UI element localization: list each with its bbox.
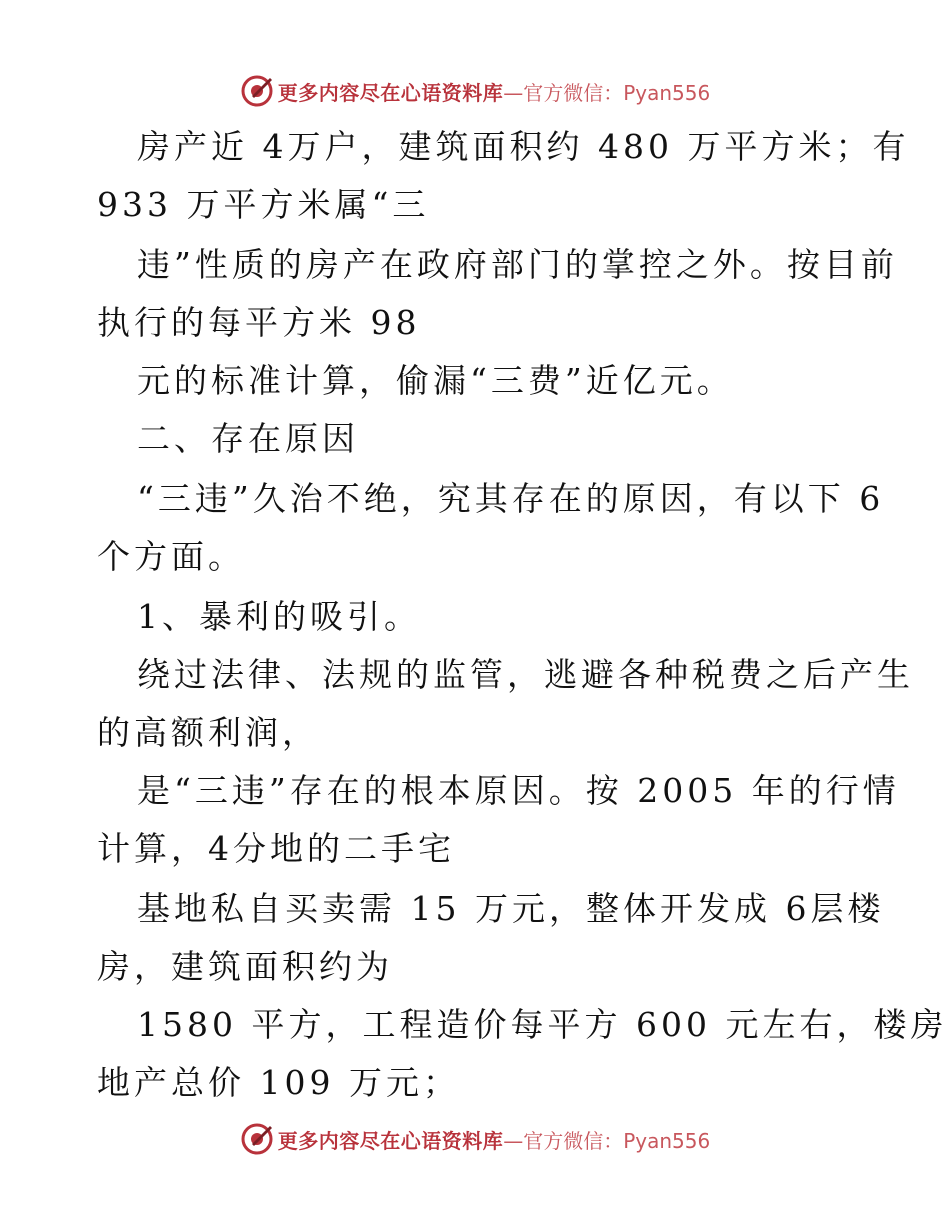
text-line: 的高额利润， <box>97 713 319 752</box>
text-line: 违”性质的房产在政府部门的掌控之外。按目前 <box>137 245 898 284</box>
section-heading: 二、存在原因 <box>137 419 359 458</box>
text-line: 执行的每平方米 98 <box>97 303 421 342</box>
header-banner <box>0 74 950 108</box>
text-line: 房产近 4万户，建筑面积约 480 万平方米；有 <box>137 127 910 166</box>
pen-logo-icon <box>240 1122 274 1156</box>
text-line: 个方面。 <box>97 537 245 576</box>
banner-suffix: —官方微信：Pyan556 <box>503 1128 711 1153</box>
text-line: 是“三违”存在的根本原因。按 2005 年的行情 <box>137 771 900 810</box>
text-line: 基地私自买卖需 15 万元，整体开发成 6层楼 <box>137 889 885 928</box>
text-line: 绕过法律、法规的监管，逃避各种税费之后产生 <box>137 655 914 694</box>
banner-suffix: —官方微信：Pyan556 <box>503 80 711 105</box>
banner-main-text: 更多内容尽在心语资料库 <box>277 1128 504 1153</box>
text-line: “三违”久治不绝，究其存在的原因，有以下 6 <box>137 479 885 518</box>
text-line: 933 万平方米属“三 <box>97 185 430 224</box>
footer-banner <box>0 1122 950 1156</box>
banner-main-text: 更多内容尽在心语资料库 <box>277 80 504 105</box>
subheading: 1、暴利的吸引。 <box>137 597 421 636</box>
text-line: 1580 平方，工程造价每平方 600 元左右，楼房 <box>137 1005 948 1044</box>
text-line: 地产总价 109 万元； <box>97 1063 460 1102</box>
text-line: 元的标准计算，偷漏“三费”近亿元。 <box>137 361 734 400</box>
text-line: 房，建筑面积约为 <box>97 947 393 986</box>
text-line: 计算，4分地的二手宅 <box>97 829 455 868</box>
pen-logo-icon <box>240 74 274 108</box>
